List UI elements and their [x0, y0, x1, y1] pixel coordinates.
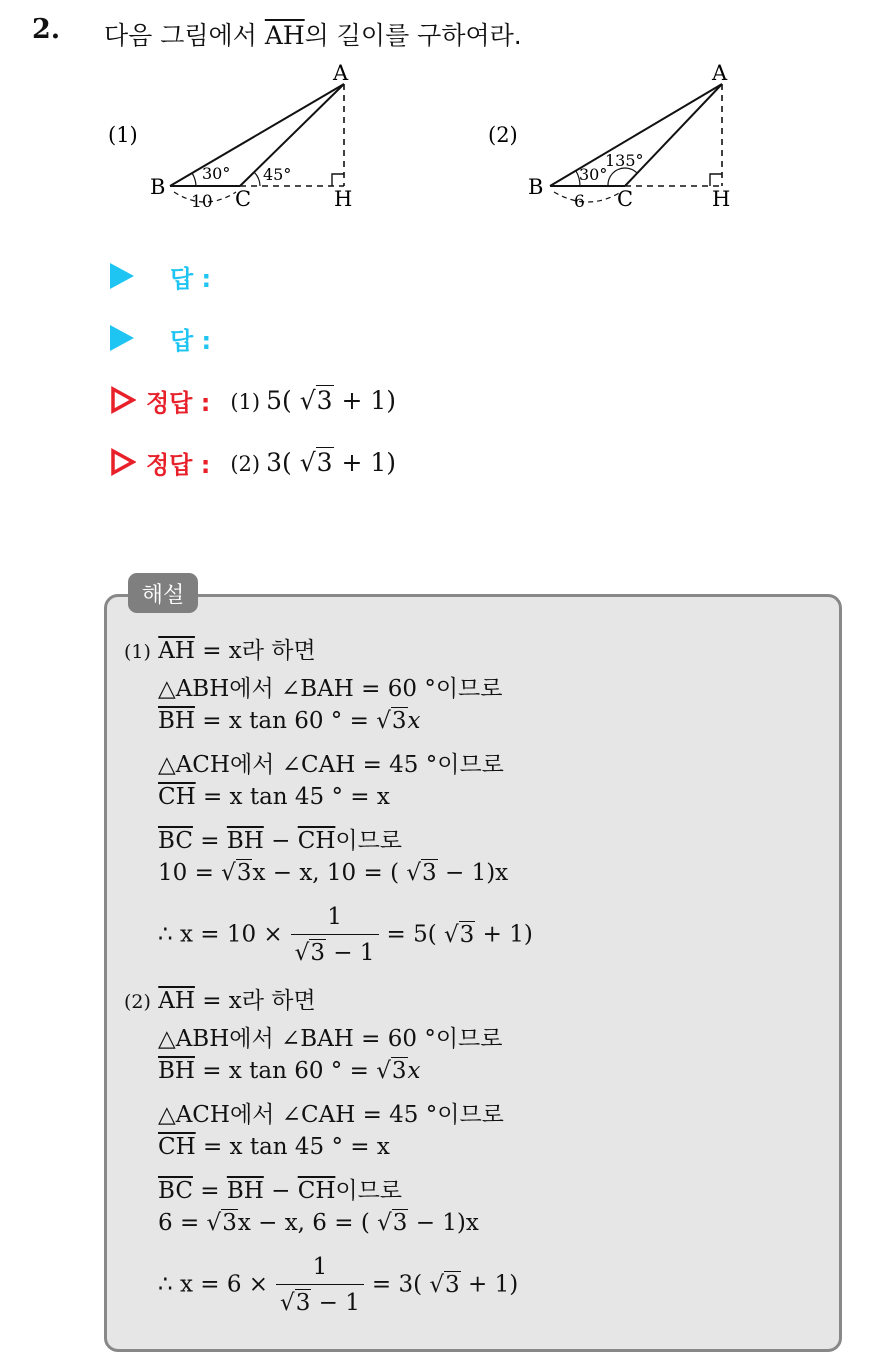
solution-1-line-7	[158, 860, 508, 886]
figure-1-length-bc: 10	[191, 192, 213, 212]
sqrt-expression: √3	[280, 1290, 311, 1316]
radicand: 3	[316, 385, 333, 415]
triangle-name: △ABH	[158, 676, 230, 702]
figure-2-side-ab	[550, 84, 722, 186]
math-text: x = 6 ×	[179, 1271, 269, 1298]
solution-2-line-6	[158, 1172, 402, 1205]
math-text: = 5(	[386, 921, 437, 948]
sqrt-expression: √3	[299, 385, 333, 415]
segment: $\overline{BH}$	[158, 1058, 195, 1084]
fraction-numerator: 1	[276, 1250, 364, 1285]
correct-label: 정답 :	[146, 388, 211, 417]
sqrt-expression: √3	[406, 860, 437, 886]
angle-expression: ∠CAH = 45 °	[281, 1102, 438, 1128]
math-text: + 1)	[482, 921, 533, 948]
figure-2-point-b: B	[528, 175, 544, 199]
question-number: 2.	[32, 14, 61, 45]
math-text: = x tan 45 ° = x	[202, 784, 390, 810]
segment: $\overline{CH}$	[158, 1134, 196, 1160]
correct-answer-number: (1)	[230, 389, 261, 414]
radicand: 3	[295, 1290, 311, 1316]
solution-1-line-3	[158, 708, 420, 734]
math-text: 6 =	[158, 1210, 200, 1236]
correct-answer-coef: 5(	[266, 385, 292, 415]
solution-2-line-7	[158, 1210, 479, 1236]
question-text-after: 의 길이를 구하여라.	[304, 21, 522, 50]
korean-text: 이므로	[437, 752, 504, 778]
math-text: 10 =	[158, 860, 214, 886]
radicand: 3	[459, 921, 475, 948]
figure-2-point-a: A	[712, 61, 728, 85]
math-text: = 3(	[371, 1271, 423, 1298]
fraction-denominator	[276, 1285, 364, 1321]
solution-2-line-8	[158, 1250, 518, 1321]
answer-row-1	[110, 256, 211, 296]
radicand: 3	[445, 1271, 460, 1298]
math-text: −	[271, 828, 291, 854]
figure-2-point-h: H	[712, 187, 731, 211]
korean-text: 이므로	[335, 1178, 403, 1204]
angle-expression: ∠CAH = 45 °	[281, 752, 438, 778]
radicand: 3	[422, 860, 437, 886]
korean-text: 에서	[229, 1026, 274, 1052]
triangle-name: △ACH	[158, 1102, 230, 1128]
math-text: = x tan 60 ° =	[202, 708, 369, 734]
math-text: − 1)x	[415, 1210, 479, 1236]
correct-answer-1	[230, 386, 396, 415]
solution-2-intro	[124, 982, 316, 1015]
figure-1	[100, 56, 370, 216]
solution-1-line-2	[158, 670, 502, 703]
figure-2-angle-b: 30°	[579, 165, 608, 184]
answer-marker-icon	[110, 263, 134, 289]
korean-text: 이므로	[435, 676, 503, 702]
figure-1-point-b: B	[150, 175, 166, 199]
korean-text: 라 하면	[241, 988, 316, 1014]
sqrt-expression: √3	[294, 940, 325, 966]
korean-text: 라 하면	[241, 638, 316, 664]
correct-marker-icon	[110, 448, 136, 476]
radicand: 3	[316, 447, 333, 477]
solution-1-line-4	[158, 746, 504, 779]
figure-1-angle-b-arc	[192, 173, 196, 186]
solution-2-line-2	[158, 1020, 502, 1053]
answer-label: 답 :	[170, 326, 212, 355]
question-segment: $\overline{AH}$	[264, 21, 305, 50]
solution-1-line-8	[158, 900, 533, 971]
figure-2	[480, 56, 750, 216]
math-text: + 1)	[468, 1271, 519, 1298]
sqrt-expression: √3	[429, 1271, 460, 1298]
math-text: = x tan 45 ° = x	[202, 1134, 390, 1160]
segment: $\overline{BH}$	[226, 1178, 264, 1204]
segment: $\overline{BH}$	[226, 828, 264, 854]
math-text: x − x, 6 = (	[237, 1210, 370, 1236]
figure-1-point-c: C	[235, 187, 252, 211]
sqrt-expression: √3	[206, 1210, 237, 1236]
correct-label: 정답 :	[146, 450, 211, 479]
fraction-denominator	[291, 935, 379, 971]
math-text: − 1)x	[444, 860, 509, 886]
segment: $\overline{BC}$	[158, 828, 193, 854]
figure-2-point-c: C	[617, 187, 634, 211]
solution-tag: 해설	[128, 573, 198, 613]
solution-2-line-4	[158, 1096, 504, 1129]
math-text: −	[271, 1178, 291, 1204]
correct-answer-coef: 3(	[266, 447, 292, 477]
correct-marker-icon	[110, 386, 136, 414]
solution-2-line-5	[158, 1134, 390, 1160]
segment: $\overline{CH}$	[297, 1178, 336, 1204]
figure-2-angle-c: 135°	[605, 151, 644, 170]
correct-row-1	[110, 380, 396, 420]
part-label: (2)	[124, 991, 151, 1013]
math-text: =	[200, 1178, 220, 1204]
triangle-name: △ABH	[158, 1026, 230, 1052]
figure-1-label: (1)	[108, 123, 138, 147]
question-text-before: 다음 그림에서	[104, 21, 257, 50]
radicand: 3	[236, 860, 252, 886]
sqrt-expression: √3	[376, 708, 407, 734]
radicand: 3	[392, 1210, 408, 1236]
variable: x	[407, 1058, 421, 1084]
correct-answer-2	[230, 448, 396, 477]
math-text: =	[200, 828, 220, 854]
solution-1-line-6	[158, 822, 402, 855]
segment: $\overline{AH}$	[158, 638, 195, 664]
angle-expression: ∠BAH = 60 °	[281, 676, 436, 702]
segment: $\overline{CH}$	[158, 784, 196, 810]
fraction	[291, 900, 379, 971]
segment: $\overline{BC}$	[158, 1178, 193, 1204]
math-text: x − x, 10 = (	[252, 860, 400, 886]
fraction	[276, 1250, 364, 1321]
figure-1-angle-b: 30°	[202, 164, 231, 183]
korean-text: 에서	[229, 752, 275, 778]
segment: $\overline{BH}$	[158, 708, 195, 734]
math-text: − 1	[318, 1290, 360, 1316]
answer-label: 답 :	[170, 264, 212, 293]
radicand: 3	[391, 708, 407, 734]
triangle-name: △ACH	[158, 752, 230, 778]
korean-text: 에서	[229, 1102, 275, 1128]
sqrt-expression: √3	[299, 447, 333, 477]
sqrt-expression: √3	[376, 1058, 407, 1084]
figure-1-right-angle-mark	[332, 174, 344, 186]
solution-1-line-5	[158, 784, 390, 810]
therefore-symbol: ∴	[158, 1271, 173, 1298]
korean-text: 이므로	[435, 1026, 503, 1052]
radicand: 3	[391, 1058, 407, 1084]
sqrt-expression: √3	[221, 860, 252, 886]
correct-answer-rest: + 1)	[341, 447, 397, 477]
correct-answer-number: (2)	[230, 451, 261, 476]
therefore-symbol: ∴	[158, 921, 173, 948]
korean-text: 에서	[229, 676, 274, 702]
figure-2-side-ac	[625, 84, 722, 186]
radicand: 3	[310, 940, 325, 966]
answer-row-2	[110, 318, 211, 358]
figure-2-length-bc: 6	[574, 192, 585, 212]
answer-marker-icon	[110, 325, 134, 351]
figure-1-point-a: A	[333, 61, 349, 85]
figure-2-right-angle-mark	[710, 174, 722, 186]
angle-expression: ∠BAH = 60 °	[281, 1026, 436, 1052]
correct-answer-rest: + 1)	[341, 385, 397, 415]
correct-row-2	[110, 442, 396, 482]
sqrt-expression: √3	[444, 921, 475, 948]
korean-text: 이므로	[437, 1102, 504, 1128]
fraction-numerator: 1	[291, 900, 379, 935]
math-text: = x tan 60 ° =	[202, 1058, 369, 1084]
figure-2-label: (2)	[488, 123, 518, 147]
solution-1-intro	[124, 632, 316, 665]
question-text	[104, 16, 522, 52]
math-text: = x	[202, 638, 242, 664]
sqrt-expression: √3	[377, 1210, 408, 1236]
figure-2-length-brace	[554, 192, 621, 202]
math-text: x = 10 ×	[179, 921, 283, 948]
segment: $\overline{CH}$	[297, 828, 336, 854]
solution-2-line-3	[158, 1058, 420, 1084]
math-text: − 1	[333, 940, 375, 966]
korean-text: 이므로	[335, 828, 403, 854]
figure-1-angle-c-arc	[254, 172, 260, 186]
variable: x	[407, 708, 421, 734]
part-label: (1)	[124, 641, 151, 663]
radicand: 3	[222, 1210, 237, 1236]
figure-1-angle-c: 45°	[263, 165, 292, 184]
figure-1-point-h: H	[334, 187, 353, 211]
segment: $\overline{AH}$	[158, 988, 195, 1014]
math-text: = x	[202, 988, 242, 1014]
